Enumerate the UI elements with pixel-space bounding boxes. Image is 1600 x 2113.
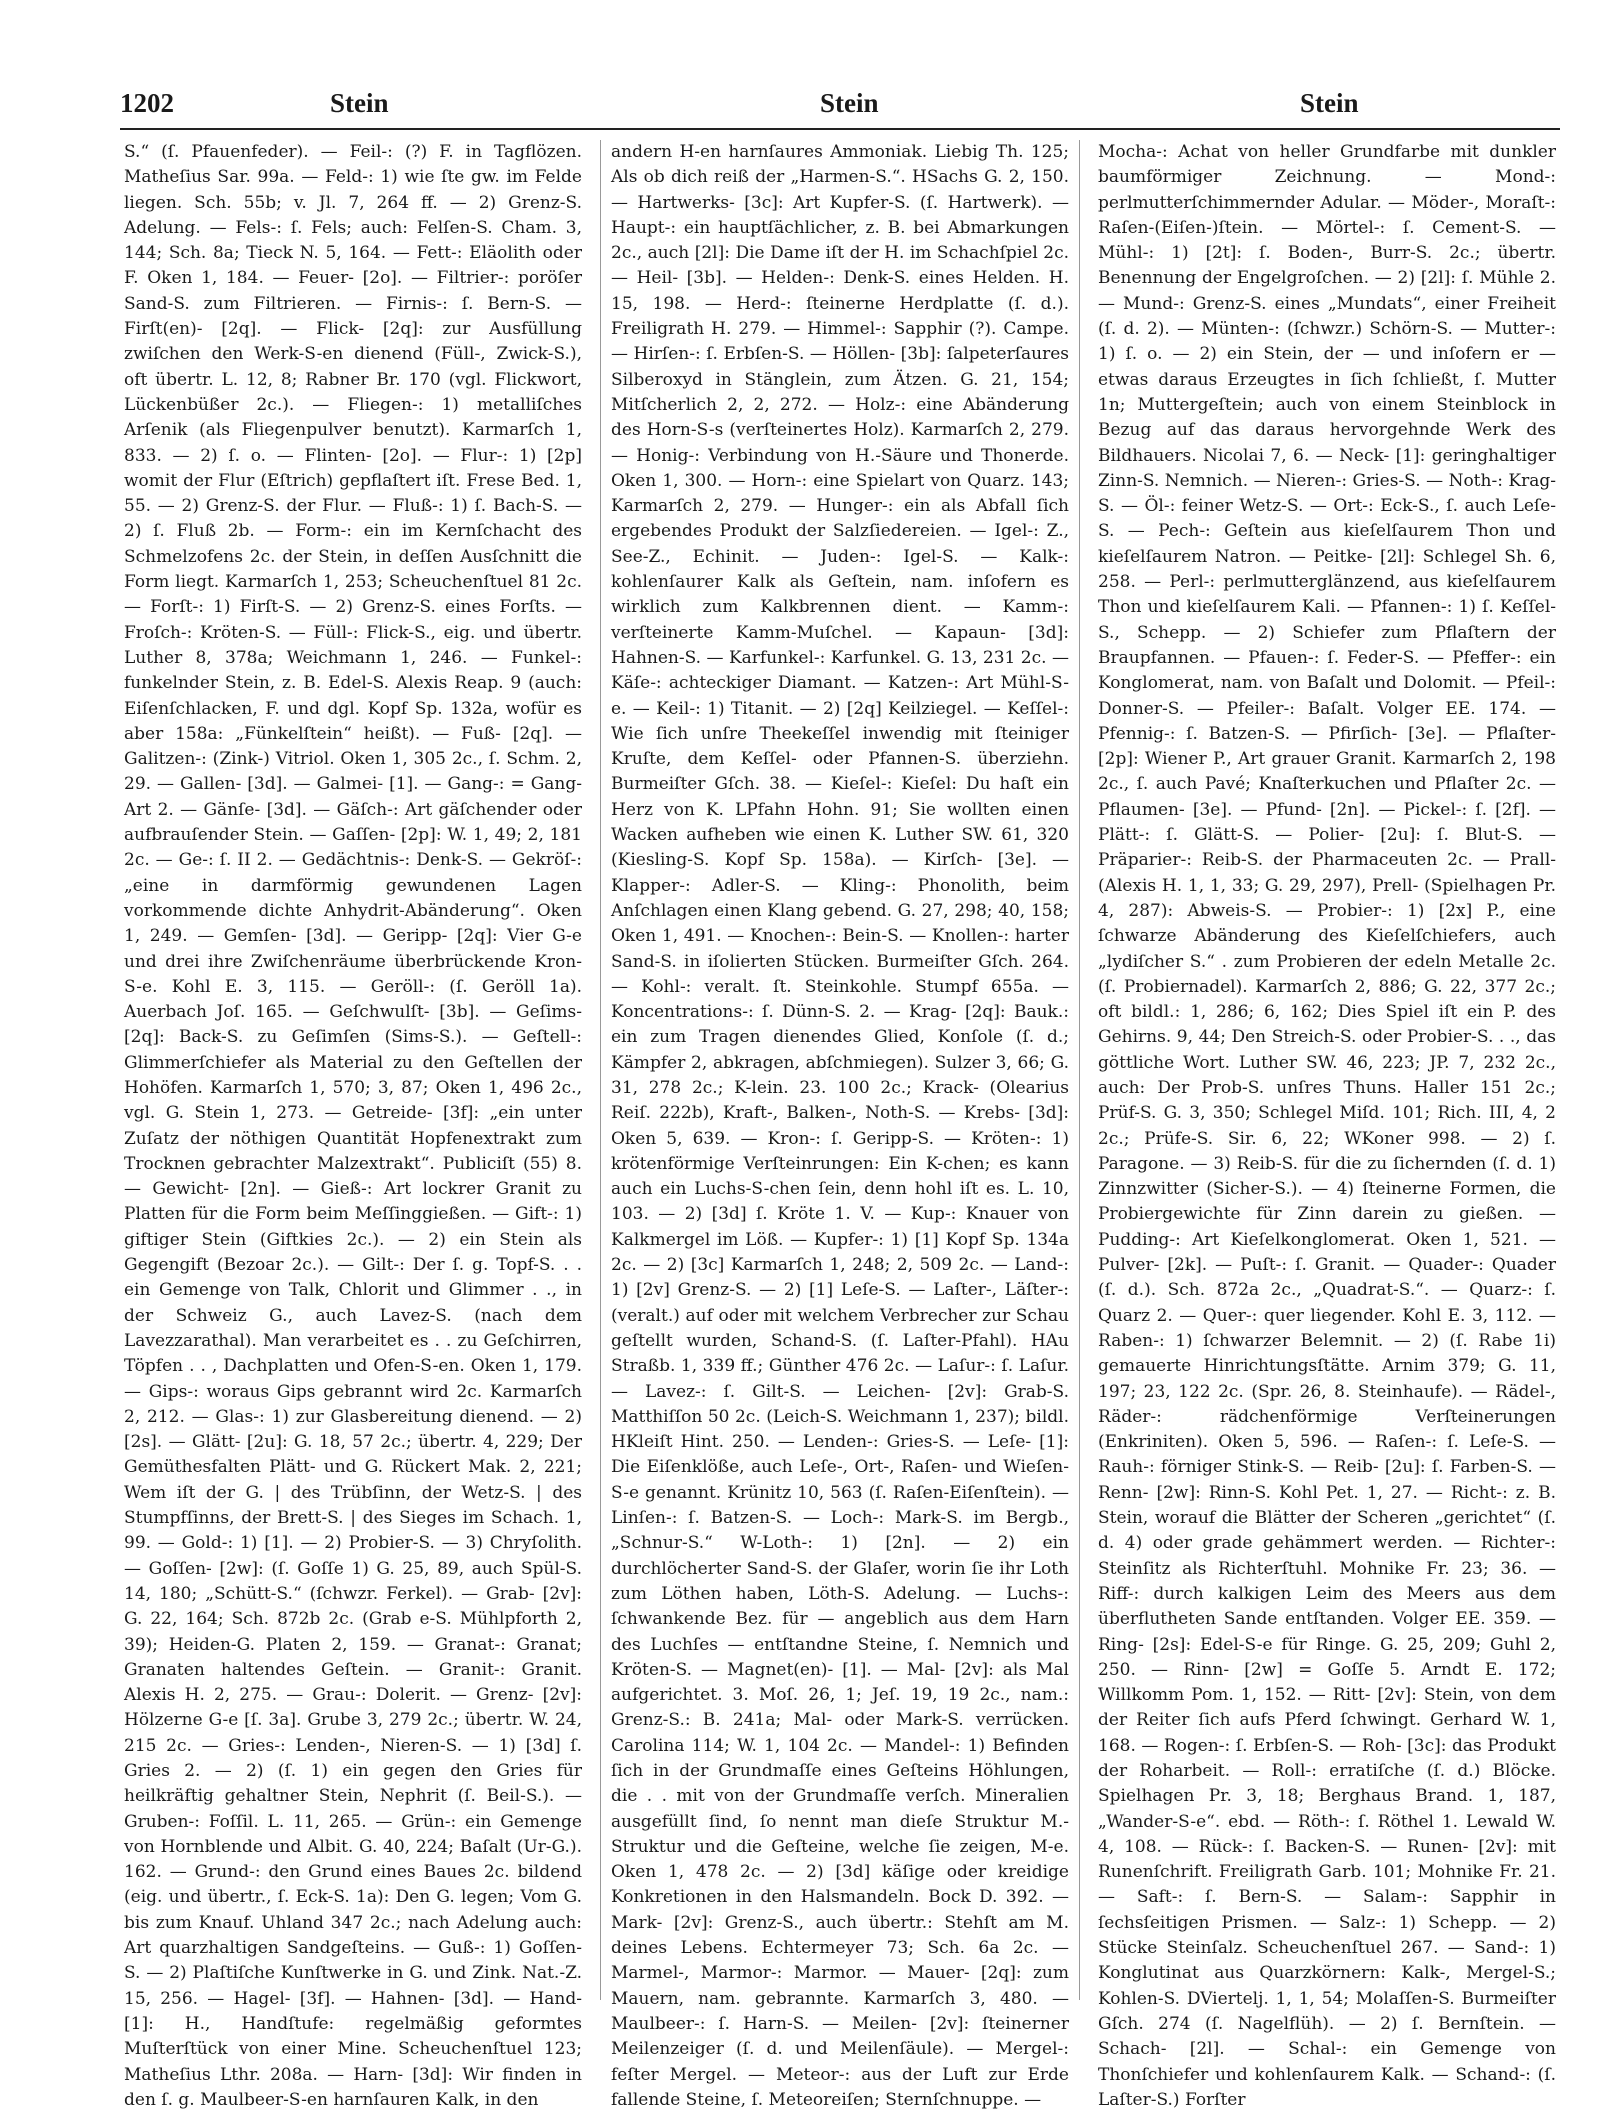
column-text: andern H-en harnſaures Ammoniak. Liebig Th. 125; Als ob dich reiß der „Harmen-S.“. HSachs G. 2, 150. — Hartwerks- [3c]: Art Kupfer-S. (ſ. Hartwerk). — Haupt-: ein hauptſächlicher, z. B. bei Abmarkungen 2c., auch [2l]: Die Dame iſt der H. im Schachſpiel 2c. — Heil- [3b]. — Helden-: Denk-S. eines Helden. H. 15, 198. — Herd-: ſteinerne Herdplatte (ſ. d.). Freiligrath H. 279. — Himmel-: Sapphir (?). Campe. — Hirſen-: ſ. Erbſen-S. — Höllen- [3b]: ſalpeterſaures Silberoxyd in Stänglein, zum Ätzen. G. 21, 154; Mitſcherlich 2, 2, 272. — Holz-: eine Abänderung des Horn-S-s (verſteinertes Holz). Karmarſch 2, 279. — Honig-: Verbindung von H.-Säure und Thonerde. Oken 1, 300. — Horn-: eine Spielart von Quarz. 143; Karmarſch 2, 279. — Hunger-: ein als Abfall ſich ergebendes Produkt der Salzſiedereien. — Igel-: Z., See-Z., Echinit. — Juden-: Igel-S. — Kalk-: kohlenſaurer Kalk als Geſtein, nam. inſofern es wirklich zum Kalkbrennen dient. — Kamm-: verſteinerte Kamm-Muſchel. — Kapaun- [3d]: Hahnen-S. — Karfunkel-: Karfunkel. G. 13, 231 2c. — Käſe-: achteckiger Diamant. — Katzen-: Art Mühl-S-e. — Keil-: 1) Titanit. — 2) [2q] Keilziegel. — Keſſel-: Wie ſich unſre Theekeſſel inwendig mit ſteiniger Kruſte, dem Keſſel- oder Pfannen-S. überziehn. Burmeiſter Gſch. 38. — Kieſel-: Kieſel: Du haſt ein Herz von K. LPfahn Hohn. 91; Sie wollten einen Wacken aufheben wie einen K. Luther SW. 61, 320 (Kiesling-S. Kopf Sp. 158a). — Kirſch- [3e]. — Klapper-: Adler-S. — Kling-: Phonolith, beim Anſchlagen einen Klang gebend. G. 27, 298; 40, 158; Oken 1, 491. — Knochen-: Bein-S. — Knollen-: harter Sand-S. in iſolierten Stücken. Burmeiſter Gſch. 264. — Kohl-: veralt. ſt. Steinkohle. Stumpf 655a. — Koncentrations-: ſ. Dünn-S. 2. — Krag- [2q]: Bauk.: ein zum Tragen dienendes Glied, Konſole (ſ. d.; Kämpfer 2, abkragen, abſchmiegen). Sulzer 3, 66; G. 31, 278 2c.; K-lein. 23. 100 2c.; Krack- (Olearius Reiſ. 222b), Kraft-, Balken-, Noth-S. — Krebs- [3d]: Oken 5, 639. — Kron-: ſ. Geripp-S. — Kröten-: 1) krötenförmige Verſteinrungen: Ein K-chen; es kann auch ein Luchs-S-chen ſein, denn hohl iſt es. L. 10, 103. — 2) [3d] ſ. Kröte 1. V. — Kup-: Knauer von Kalkmergel im Löß. — Kupfer-: 1) [1] Kopf Sp. 134a 2c. — 2) [3c] Karmarſch 1, 248; 2, 509 2c. — Land-: 1) [2v] Grenz-S. — 2) [1] Leſe-S. — Laſter-, Läſter-: (veralt.) auf oder mit welchem Verbrecher zur Schau geſtellt wurden, Schand-S. (ſ. Laſter-Pfahl). HAu Straßb. 1, 339 ff.; Günther 476 2c. — Laſur-: ſ. Laſur. — Lavez-: ſ. Gilt-S. — Leichen- [2v]: Grab-S. Matthiſſon 50 2c. (Leich-S. Weichmann 1, 237); bildl. HKleiſt Hint. 250. — Lenden-: Gries-S. — Leſe- [1]: Die Eiſenklöße, auch Leſe-, Ort-, Raſen- und Wieſen-S-e genannt. Krünitz 10, 563 (ſ. Raſen-Eiſenſtein). — Linſen-: ſ. Batzen-S. — Loch-: Mark-S. im Bergb., „Schnur-S.“ W-Loth-: 1) [2n]. — 2) ein durchlöcherter Sand-S. der Glaſer, worin ſie ihr Loth zum Löthen haben, Löth-S. Adelung. — Luchs-: ſchwankende Bez. für — angeblich aus dem Harn des Luchſes — entſtandne Steine, ſ. Nemnich und Kröten-S. — Magnet(en)- [1]. — Mal- [2v]: als Mal aufgerichtet. 3. Moſ. 26, 1; Jeſ. 19, 19 2c., nam.: Grenz-S.: B. 241a; Mal- oder Mark-S. verrücken. Carolina 114; W. 1, 104 2c. — Mandel-: 1) Befinden ſich in der Grundmaſſe eines Geſteins Höhlungen, die . . mit von der Grundmaſſe verſch. Mineralien ausgefüllt ſind, ſo nennt man dieſe Struktur M.-Struktur und die Geſteine, welche ſie zeigen, M-e. Oken 1, 478 2c. — 2) [3d] käſige oder kreidige Konkretionen in den Halsmandeln. Bock D. 392. — Mark- [2v]: Grenz-S., auch übertr.: Stehſt am M. deines Lebens. Echtermeyer 73; Sch. 6a 2c. — Marmel-, Marmor-: Marmor. — Mauer- [2q]: zum Mauern, nam. gebrannte. Karmarſch 3, 480. — Maulbeer-: ſ. Harn-S. — Meilen- [2v]: ſteinerner Meilenzeiger (ſ. d. und Meilenſäule). — Mergel-: feſter Mergel. — Meteor-: aus der Luft zur Erde fallende Steine, ſ. Meteoreiſen; Sternſchnuppe. — xyxy=(611,142,1069,2110)
column-text: S.“ (ſ. Pfauenfeder). — Feil-: (?) F. in Tagflözen. Matheſius Sar. 99a. — Feld-: 1) wie ſte gw. im Felde liegen. Sch. 55b; v. Jl. 7, 264 ff. — 2) Grenz-S. Adelung. — Fels-: ſ. Fels; auch: Felſen-S. Cham. 3, 144; Sch. 8a; Tieck N. 5, 164. — Fett-: Eläolith oder F. Oken 1, 184. — Feuer- [2o]. — Filtrier-: poröſer Sand-S. zum Filtrieren. — Firnis-: ſ. Bern-S. — Firſt(en)- [2q]. — Flick- [2q]: zur Ausfüllung zwiſchen den Werk-S-en dienend (Füll-, Zwick-S.), oft übertr. L. 12, 8; Rabner Br. 170 (vgl. Flickwort, Lückenbüßer 2c.). — Fliegen-: 1) metalliſches Arſenik (als Fliegenpulver benutzt). Karmarſch 1, 833. — 2) ſ. o. — Flinten- [2o]. — Flur-: 1) [2p] womit der Flur (Eſtrich) gepflaſtert iſt. Frese Bed. 1, 55. — 2) Grenz-S. der Flur. — Fluß-: 1) ſ. Bach-S. — 2) ſ. Fluß 2b. — Form-: ein im Kernſchacht des Schmelzofens 2c. der Stein, in deſſen Ausſchnitt die Form liegt. Karmarſch 1, 253; Scheuchenſtuel 81 2c. — Forſt-: 1) Firſt-S. — 2) Grenz-S. eines Forſts. — Froſch-: Kröten-S. — Füll-: Flick-S., eig. und übertr. Luther 8, 378a; Weichmann 1, 246. — Funkel-: funkelnder Stein, z. B. Edel-S. Alexis Reap. 9 (auch: Eiſenſchlacken, F. und dgl. Kopf Sp. 132a, wofür es aber 158a: „Fünkelſtein“ heißt). — Fuß- [2q]. — Galitzen-: (Zink-) Vitriol. Oken 1, 305 2c., ſ. Schm. 2, 29. — Gallen- [3d]. — Galmei- [1]. — Gang-: = Gang-Art 2. — Gänſe- [3d]. — Gäſch-: Art gäſchender oder aufbrauſender Stein. — Gaſſen- [2p]: W. 1, 49; 2, 181 2c. — Ge-: ſ. II 2. — Gedächtnis-: Denk-S. — Gekröſ-: „eine in darmförmig gewundenen Lagen vorkommende dichte Anhydrit-Abänderung“. Oken 1, 249. — Gemſen- [3d]. — Geripp- [2q]: Vier G-e und drei ihre Zwiſchenräume überbrückende Kron-S-e. Kohl E. 3, 115. — Geröll-: (ſ. Geröll 1a). Auerbach Joſ. 165. — Geſchwulſt- [3b]. — Geſims- [2q]: Back-S. zu Geſimſen (Sims-S.). — Geſtell-: Glimmerſchiefer als Material zu den Geſtellen der Hohöfen. Karmarſch 1, 570; 3, 87; Oken 1, 496 2c., vgl. G. Stein 1, 273. — Getreide- [3f]: „ein unter Zuſatz der nöthigen Quantität Hopfenextrakt zum Trocknen gebrachter Malzextrakt“. Publiciſt (55) 8. — Gewicht- [2n]. — Gieß-: Art lockrer Granit zu Platten für die Form beim Meſſinggießen. — Gift-: 1) giftiger Stein (Giftkies 2c.). — 2) ein Stein als Gegengift (Bezoar 2c.). — Gilt-: Der ſ. g. Topf-S. . . ein Gemenge von Talk, Chlorit und Glimmer . ., in der Schweiz G., auch Lavez-S. (nach dem Lavezzarathal). Man verarbeitet es . . zu Geſchirren, Töpfen . . , Dachplatten und Ofen-S-en. Oken 1, 179. — Gips-: woraus Gips gebrannt wird 2c. Karmarſch 2, 212. — Glas-: 1) zur Glasbereitung dienend. — 2) [2s]. — Glätt- [2u]: G. 18, 57 2c.; übertr. 4, 229; Der Gemüthesfalten Plätt- und G. Rückert Mak. 2, 221; Wem iſt der G. | des Trübſinn, der Wetz-S. | des Stumpfſinns, der Brett-S. | des Sieges im Schach. 1, 99. — Gold-: 1) [1]. — 2) Probier-S. — 3) Chryſolith. — Goſſen- [2w]: (ſ. Goſſe 1) G. 25, 89, auch Spül-S. 14, 180; „Schütt-S.“ (ſchwzr. Ferkel). — Grab- [2v]: G. 22, 164; Sch. 872b 2c. (Grab e-S. Mühlpforth 2, 39); Heiden-G. Platen 2, 159. — Granat-: Granat; Granaten haltendes Geſtein. — Granit-: Granit. Alexis H. 2, 275. — Grau-: Dolerit. — Grenz- [2v]: Hölzerne G-e [ſ. 3a]. Grube 3, 279 2c.; übertr. W. 24, 215 2c. — Gries-: Lenden-, Nieren-S. — 1) [3d] ſ. Gries 2. — 2) (ſ. 1) ein gegen den Gries für heilkräftig gehaltner Stein, Nephrit (ſ. Beil-S.). — Gruben-: Foſſil. L. 11, 265. — Grün-: ein Gemenge von Hornblende und Albit. G. 40, 224; Baſalt (Ur-G.). 162. — Grund-: den Grund eines Baues 2c. bildend (eig. und übertr., ſ. Eck-S. 1a): Den G. legen; Vom G. bis zum Knauf. Uhland 347 2c.; nach Adelung auch: Art quarzhaltigen Sandgeſteins. — Guß-: 1) Goſſen-S. — 2) Plaſtiſche Kunſtwerke in G. und Zink. Nat.-Z. 15, 256. — Hagel- [3f]. — Hahnen- [3d]. — Hand- [1]: H., Handſtufe: regelmäßig geformtes Muſterſtück von einer Mine. Scheuchenſtuel 123; Matheſius Lthr. 208a. — Harn- [3d]: Wir finden in den ſ. g. Maulbeer-S-en harnſauren Kalk, in den xyxy=(124,142,582,2110)
page-number: 1202 xyxy=(120,88,174,118)
column-text: Mocha-: Achat von heller Grundfarbe mit dunkler baumförmiger Zeichnung. — Mond-: perlmutterſchimmernder Adular. — Möder-, Moraſt-: Raſen-(Eiſen-)ſtein. — Mörtel-: ſ. Cement-S. — Mühl-: 1) [2t]: ſ. Boden-, Burr-S. 2c.; übertr. Benennung der Engelgroſchen. — 2) [2l]: ſ. Mühle 2. — Mund-: Grenz-S. eines „Mundats“, einer Freiheit (ſ. d. 2). — Münten-: (ſchwzr.) Schörn-S. — Mutter-: 1) ſ. o. — 2) ein Stein, der — und inſofern er — etwas daraus Erzeugtes in ſich ſchließt, ſ. Mutter 1n; Muttergeſtein; auch von einem Steinblock in Bezug auf das daraus hervorgehnde Werk des Bildhauers. Nicolai 7, 6. — Neck- [1]: geringhaltiger Zinn-S. Nemnich. — Nieren-: Gries-S. — Noth-: Krag-S. — Öl-: feiner Wetz-S. — Ort-: Eck-S., ſ. auch Leſe-S. — Pech-: Geſtein aus kieſelſaurem Thon und kieſelſaurem Natron. — Peitke- [2l]: Schlegel Sh. 6, 258. — Perl-: perlmutterglänzend, aus kieſelſaurem Thon und kieſelſaurem Kali. — Pfannen-: 1) ſ. Keſſel-S., Schepp. — 2) Schiefer zum Pflaſtern der Braupfannen. — Pfauen-: ſ. Feder-S. — Pfeffer-: ein Konglomerat, nam. von Baſalt und Dolomit. — Pfeil-: Donner-S. — Pfeiler-: Baſalt. Volger EE. 174. — Pfennig-: ſ. Batzen-S. — Pfirſich- [3e]. — Pflaſter- [2p]: Wiener P., Art grauer Granit. Karmarſch 2, 198 2c., ſ. auch Pavé; Knaſterkuchen und Pflaſter 2c. — Pflaumen- [3e]. — Pfund- [2n]. — Pickel-: ſ. [2f]. — Plätt-: ſ. Glätt-S. — Polier- [2u]: ſ. Blut-S. — Präparier-: Reib-S. der Pharmaceuten 2c. — Prall- (Alexis H. 1, 1, 33; G. 29, 297), Prell- (Spielhagen Pr. 4, 287): Abweis-S. — Probier-: 1) [2x] P., eine ſchwarze Abänderung des Kieſelſchiefers, auch „lydiſcher S.“ . zum Probieren der edeln Metalle 2c. (ſ. Probiernadel). Karmarſch 2, 886; G. 22, 377 2c.; oft bildl.: 1, 286; 6, 162; Dies Spiel iſt ein P. des Gehirns. 9, 44; Den Streich-S. oder Probier-S. . ., das göttliche Wort. Luther SW. 46, 223; JP. 7, 232 2c., auch: Der Prob-S. unſres Thuns. Haller 151 2c.; Prüf-S. G. 3, 350; Schlegel Miſd. 101; Rich. III, 4, 2 2c.; Prüfe-S. Sir. 6, 22; WKoner 998. — 2) ſ. Paragone. — 3) Reib-S. für die zu ſichernden (ſ. d. 1) Zinnzwitter (Sicher-S.). — 4) ſteinerne Formen, die Probiergewichte für Zinn darein zu gießen. — Pudding-: Art Kieſelkonglomerat. Oken 1, 521. — Pulver- [2k]. — Puſt-: ſ. Granit. — Quader-: Quader (ſ. d.). Sch. 872a 2c., „Quadrat-S.“. — Quarz-: ſ. Quarz 2. — Quer-: quer liegender. Kohl E. 3, 112. — Raben-: 1) ſchwarzer Belemnit. — 2) (ſ. Rabe 1i) gemauerte Hinrichtungsſtätte. Arnim 379; G. 11, 197; 23, 122 2c. (Spr. 26, 8. Steinhaufe). — Rädel-, Räder-: rädchenförmige Verſteinerungen (Enkriniten). Oken 5, 596. — Raſen-: ſ. Leſe-S. — Rauh-: förniger Stink-S. — Reib- [2u]: ſ. Farben-S. — Renn- [2w]: Rinn-S. Kohl Pet. 1, 27. — Richt-: z. B. Stein, worauf die Blätter der Scheren „gerichtet“ (ſ. d. 4) oder grade gehämmert werden. — Richter-: Steinſitz als Richterſtuhl. Mohnike Fr. 23; 36. — Riff-: durch kalkigen Leim des Meers aus dem überflutheten Sande entſtanden. Volger EE. 359. — Ring- [2s]: Edel-S-e für Ringe. G. 25, 209; Guhl 2, 250. — Rinn- [2w] = Goſſe 5. Arndt E. 172; Willkomm Pom. 1, 152. — Ritt- [2v]: Stein, von dem der Reiter ſich aufs Pferd ſchwingt. Gerhard W. 1, 168. — Rogen-: ſ. Erbſen-S. — Roh- [3c]: das Produkt der Roharbeit. — Roll-: erratiſche (ſ. d.) Blöcke. Spielhagen Pr. 3, 18; Berghaus Brand. 1, 187, „Wander-S-e“. ebd. — Röth-: ſ. Röthel 1. Lewald W. 4, 108. — Rück-: ſ. Backen-S. — Runen- [2v]: mit Runenſchrift. Freiligrath Garb. 101; Mohnike Fr. 21. — Saft-: ſ. Bern-S. — Salam-: Sapphir in ſechsſeitigen Prismen. — Salz-: 1) Schepp. — 2) Stücke Steinſalz. Scheuchenſtuel 267. — Sand-: 1) Konglutinat aus Quarzkörnern: Kalk-, Mergel-S.; Kohlen-S. DViertelj. 1, 1, 54; Molaſſen-S. Burmeiſter Gſch. 274 (ſ. Nagelflüh). — 2) ſ. Bernſtein. — Schach- [2l]. — Schal-: ein Gemenge von Thonſchiefer und kohlenſaurem Kalk. — Schand-: (ſ. Laſter-S.) Forſter xyxy=(1098,142,1556,2110)
running-head-center: Stein xyxy=(820,88,879,118)
page-header xyxy=(120,88,1560,130)
running-head-left: Stein xyxy=(330,88,389,118)
column-right xyxy=(1094,140,1560,2110)
column-left xyxy=(120,140,586,2110)
running-head-right: Stein xyxy=(1300,88,1359,118)
text-columns xyxy=(120,140,1560,2110)
column-middle xyxy=(600,140,1080,2110)
